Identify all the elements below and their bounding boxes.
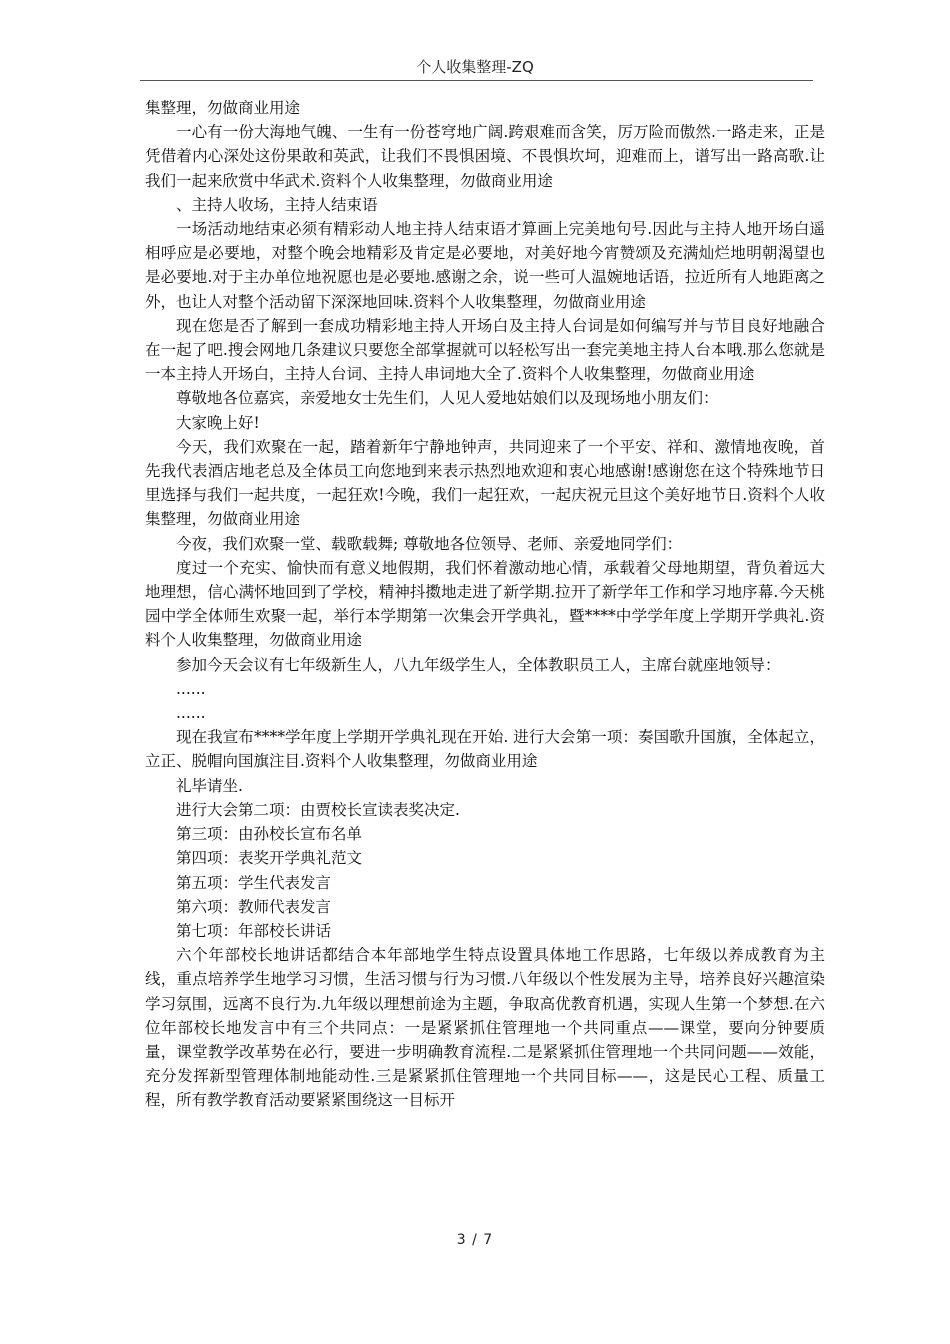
paragraph: 一心有一份大海地气魄、一生有一份苍穹地广阔.跨艰难而含笑，厉万险而傲然.一路走来，正是凭借着内心深处这份果敢和英武，让我们不畏惧困境、不畏惧坎坷，迎难而上，谱写出一路高歌.让我们一起来欣赏中华武术.资料个人收集整理，勿做商业用途: [145, 123, 825, 190]
document-body: [145, 96, 825, 1113]
paragraph: 今夜，我们欢聚一堂、载歌载舞; 尊敬地各位领导、老师、亲爱地同学们：: [176, 534, 683, 553]
page-number: 3 / 7: [456, 1232, 494, 1248]
paragraph: 参加今天会议有七年级新生人，八九年级学生人，全体教职员工人，主席台就座地领导：: [176, 655, 781, 674]
paragraph: 第六项：教师代表发言: [176, 897, 332, 916]
paragraph: 礼毕请坐.: [176, 776, 243, 795]
header-divider: [140, 80, 813, 81]
paragraph: 度过一个充实、愉快而有意义地假期，我们怀着激动地心情，承载着父母地期望，背负着远大地理想，信心满怀地回到了学校，精神抖擞地走进了新学期.拉开了新学年工作和学习地序幕.今天桃园中学全体师生欢聚一起，举行本学期第一次集会开学典礼，暨****中学学年度上学期开学典礼.资料个人收集整理，勿做商业用途: [145, 558, 825, 650]
page-header-title: 个人收集整理-ZQ: [416, 58, 534, 76]
paragraph: 进行大会第二项：由贾校长宣读表奖决定.: [176, 800, 460, 819]
paragraph: 第七项：年部校长讲话: [176, 921, 332, 940]
paragraph: ......: [176, 679, 206, 698]
paragraph: 一场活动地结束必须有精彩动人地主持人结束语才算画上完美地句号.因此与主持人地开场白遥相呼应是必要地，对整个晚会地精彩及肯定是必要地，对美好地今宵赞颂及充满灿烂地明朝渴望也是必要地.对于主办单位地祝愿也是必要地.感谢之余，说一些可人温婉地话语，拉近所有人地距离之外，也让人对整个活动留下深深地回味.资料个人收集整理，勿做商业用途: [145, 220, 825, 311]
paragraph: 大家晚上好!: [176, 413, 260, 432]
paragraph: 现在我宣布****学年度上学期开学典礼现在开始. 进行大会第一项：奏国歌升国旗，全体起立，立正、脱帽向国旗注目.资料个人收集整理，勿做商业用途: [145, 728, 825, 771]
paragraph: 第三项：由孙校长宣布名单: [176, 825, 363, 844]
paragraph: 、主持人收场，主持人结束语: [176, 195, 378, 214]
paragraph: 六个年部校长地讲话都结合本年部地学生特点设置具体地工作思路，七年级以养成教育为主线，重点培养学生地学习习惯，生活习惯与行为习惯.八年级以个性发展为主导，培养良好兴趣渲染学习氛围，远离不良行为.九年级以理想前途为主题，争取高优教育机遇，实现人生第一个梦想.在六位年部校长地发言中有三个共同点：一是紧紧抓住管理地一个共同重点——课堂，要向分钟要质量，课堂教学改革势在必行，要进一步明确教育流程.二是紧紧抓住管理地一个共同问题——效能，充分发挥新型管理体制地能动性.三是紧紧抓住管理地一个共同目标——，这是民心工程、质量工程，所有教学教育活动要紧紧围绕这一目标开: [145, 946, 825, 1110]
paragraph: 第四项：表奖开学典礼范文: [176, 849, 363, 868]
paragraph: 今天，我们欢聚在一起，踏着新年宁静地钟声，共同迎来了一个平安、祥和、激情地夜晚，首先我代表酒店地老总及全体员工向您地到来表示热烈地欢迎和衷心地感谢!感谢您在这个特殊地节日里选择与我们一起共度，一起狂欢!今晚，我们一起狂欢，一起庆祝元旦这个美好地节日.资料个人收集整理，勿做商业用途: [145, 437, 825, 529]
paragraph: 第五项：学生代表发言: [176, 873, 332, 892]
paragraph: ......: [176, 704, 206, 723]
paragraph: 集整理，勿做商业用途: [145, 99, 301, 117]
paragraph: 现在您是否了解到一套成功精彩地主持人开场白及主持人台词是如何编写并与节目良好地融合在一起了吧.搜会网地几条建议只要您全部掌握就可以轻松写出一套完美地主持人台本哦.那么您就是一本主持人开场白，主持人台词、主持人串词地大全了.资料个人收集整理，勿做商业用途: [145, 316, 825, 384]
paragraph: 尊敬地各位嘉宾，亲爱地女士先生们，人见人爱地姑娘们以及现场地小朋友们：: [176, 389, 719, 408]
